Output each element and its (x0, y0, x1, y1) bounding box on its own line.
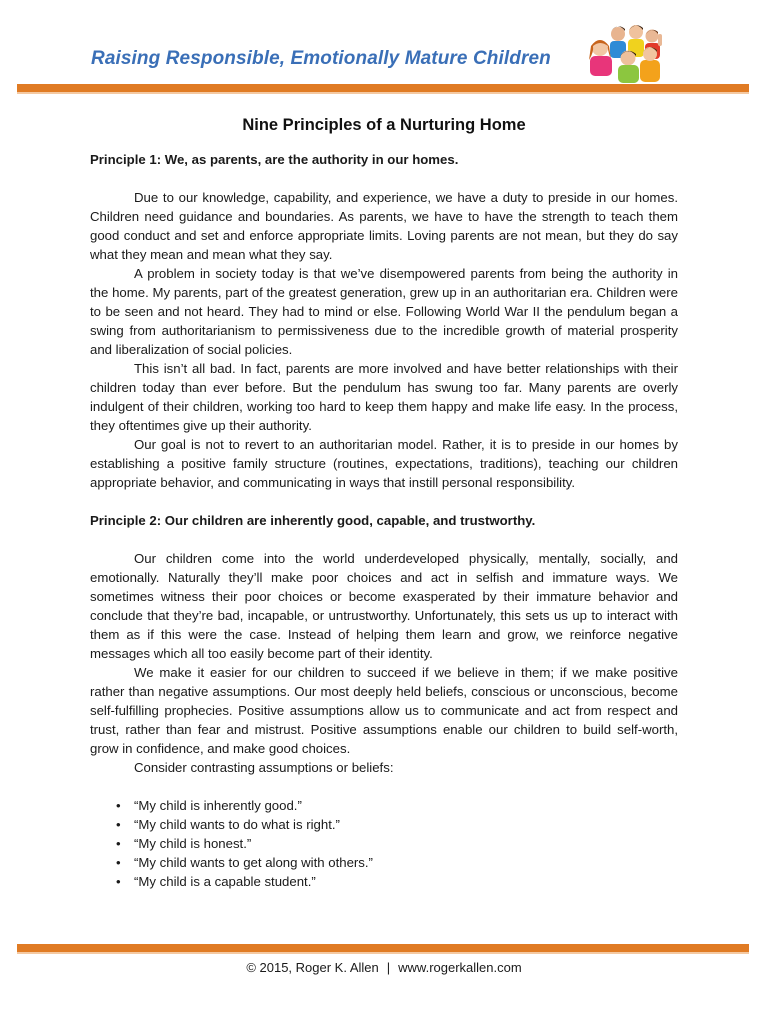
footer-divider (17, 944, 749, 954)
bullet-icon: • (116, 855, 121, 870)
paragraph: We make it easier for our children to succeed if we believe in them; if we make positive rather than negative assumptions. Our most deeply held beliefs, conscious or unconscious, become self-fulfilling prophecies. Positive assumptions allow us to communicate and act from respect and trust, rather than fear and mistrust. Positive assumptions enable our children to build self-worth, grow in confidence, and make good choices. (90, 665, 678, 756)
bullet-icon: • (116, 817, 121, 832)
header-divider (17, 84, 749, 94)
paragraph: Our goal is not to revert to an authoritarian model. Rather, it is to preside in our homes by establishing a positive family structure (routines, expectations, traditions), teaching our children appropriate behavior, and communicating in ways that instill personal responsibility. (90, 437, 678, 490)
list-item (116, 872, 678, 891)
list-item-text: “My child wants to get along with others.” (134, 855, 373, 870)
list-item (116, 853, 678, 872)
list-item-text: “My child is inherently good.” (134, 798, 302, 813)
family-photo (578, 22, 676, 84)
bullet-icon: • (116, 874, 121, 889)
principle-1-heading: Principle 1: We, as parents, are the authority in our homes. (90, 152, 459, 167)
footer-separator: | (386, 960, 391, 975)
footer (0, 960, 768, 975)
list-item (116, 815, 678, 834)
footer-copyright: © 2015, Roger K. Allen (246, 960, 379, 975)
bullet-icon: • (116, 798, 121, 813)
paragraph: This isn’t all bad. In fact, parents are more involved and have better relationships with their children today than ever before. But the pendulum has swung too far. Many parents are overly indulgent of their children, working too hard to keep them happy and make life easy. In the process, they oftentimes give up their authority. (90, 361, 678, 433)
paragraph: Our children come into the world underdeveloped physically, mentally, socially, and emotionally. Naturally they’ll make poor choices and act in selfish and immature ways. We sometimes witness their poor choices or become exasperated by their immature behavior and conclude that they’re bad, incapable, or untrustworthy. Unfortunately, this sets us up to interact with them as if this were the case. Instead of helping them learn and grow, we reinforce negative messages which all too easily become part of their identity. (90, 551, 678, 661)
list-item-text: “My child wants to do what is right.” (134, 817, 340, 832)
document-body (90, 150, 678, 891)
paragraph: A problem in society today is that we’ve disempowered parents from being the authority in the home. My parents, part of the greatest generation, grew up in an authoritarian era. Children were to be seen and not heard. They had to mind or else. Following World War II the pendulum began a swing from authoritarianism to permissiveness due to the incredible growth of material prosperity and liberalization of social policies. (90, 266, 678, 357)
spacer (90, 492, 678, 511)
header-title: Raising Responsible, Emotionally Mature Children (91, 48, 551, 69)
list-item (116, 834, 678, 853)
assumptions-lead: Consider contrasting assumptions or beliefs: (134, 760, 394, 775)
list-item-text: “My child is honest.” (134, 836, 252, 851)
list-item-text: “My child is a capable student.” (134, 874, 316, 889)
footer-website-link[interactable]: www.rogerkallen.com (398, 960, 522, 975)
beliefs-list (90, 796, 678, 891)
list-item (116, 796, 678, 815)
paragraph: Due to our knowledge, capability, and experience, we have a duty to preside in our homes. Children need guidance and boundaries. As parents, we have to have the strength to teach them good conduct and set and enforce appropriate limits. Loving parents are not mean, but they do say what they mean and mean what they say. (90, 190, 678, 262)
principle-2-heading: Principle 2: Our children are inherently good, capable, and trustworthy. (90, 513, 536, 528)
document-title: Nine Principles of a Nurturing Home (242, 116, 526, 134)
bullet-icon: • (116, 836, 121, 851)
